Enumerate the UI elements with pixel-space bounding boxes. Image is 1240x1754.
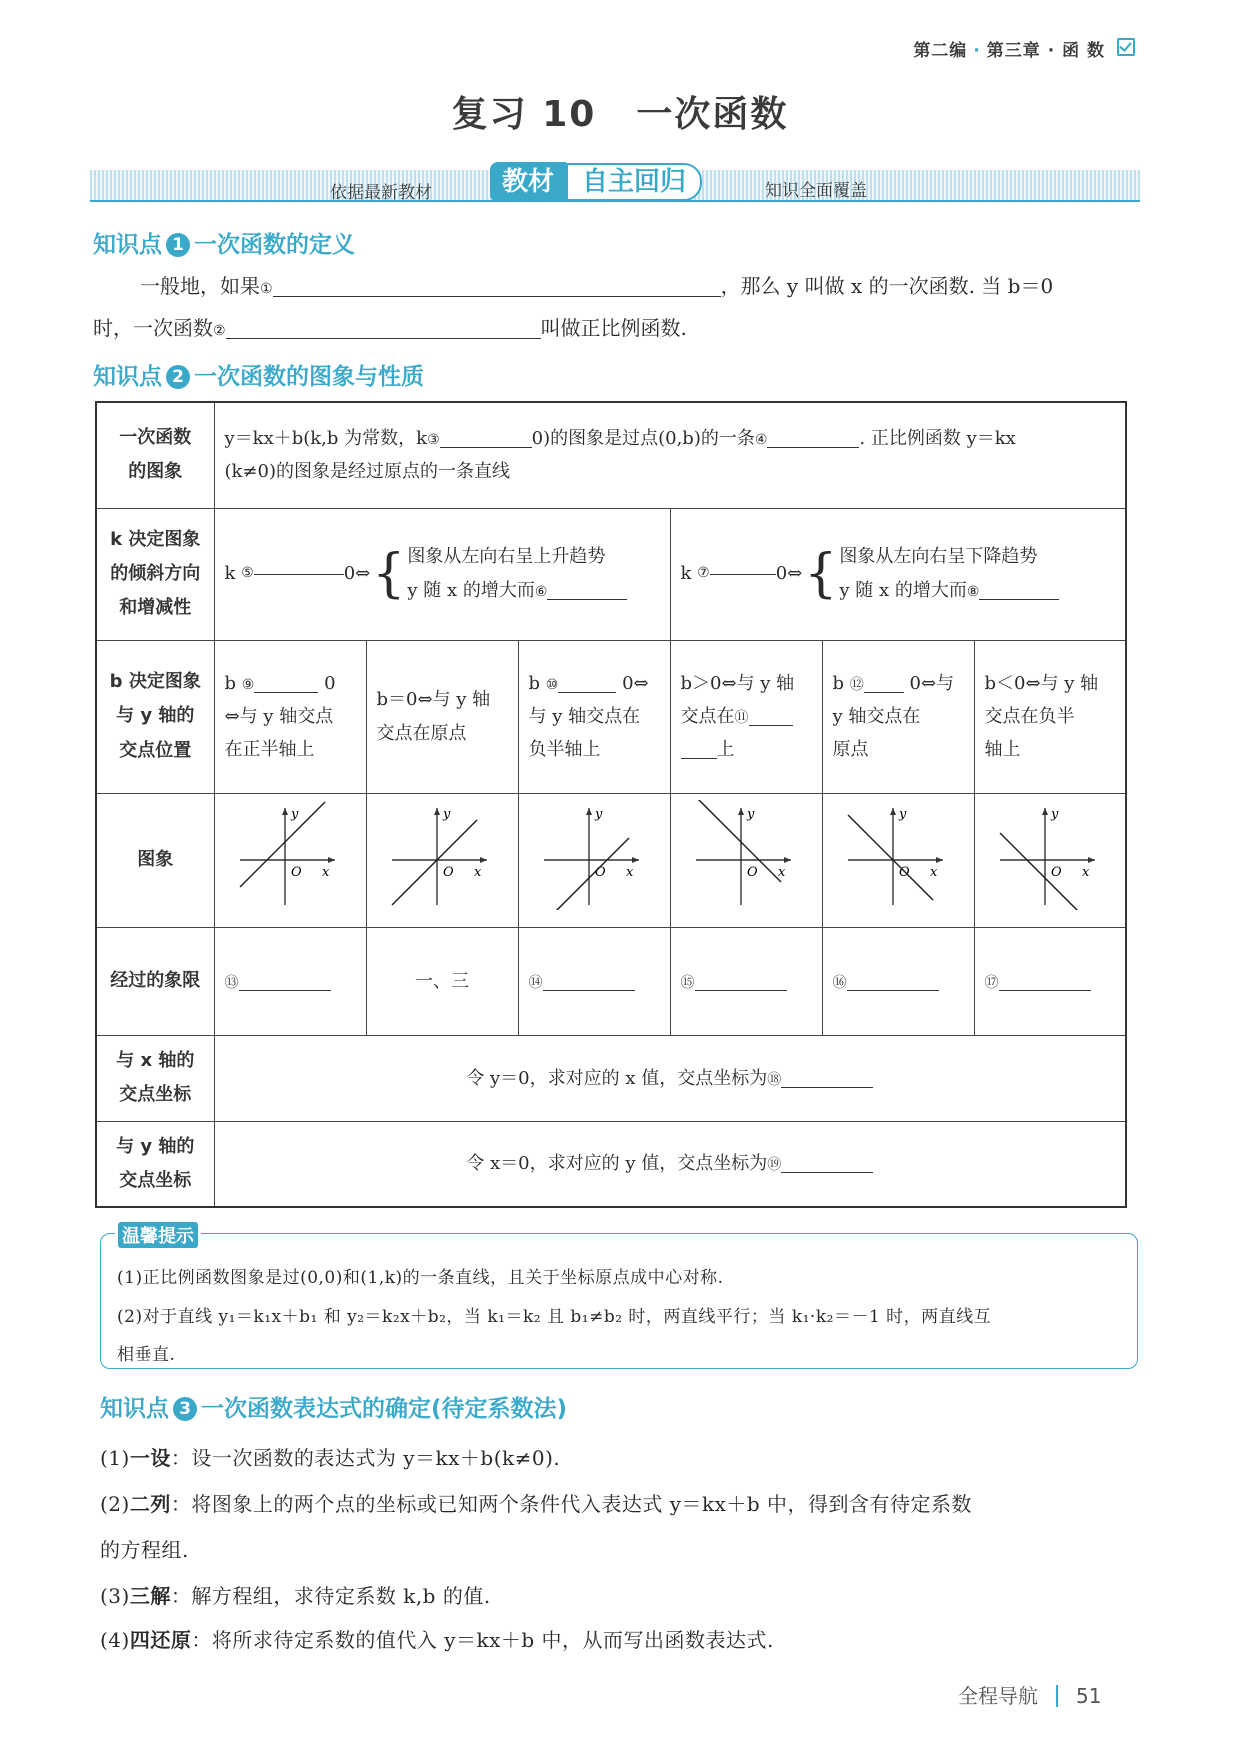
x-axis-label: x <box>778 864 786 880</box>
banner-right-text: 知识全面覆盖 <box>765 181 867 201</box>
y-arrow <box>738 808 744 815</box>
b-text: 上 <box>716 739 735 761</box>
blank-3[interactable] <box>440 447 532 448</box>
function-line <box>696 800 781 882</box>
x-intercept-text: 令 y＝0，求对应的 x 值，交点坐标为 <box>466 1067 768 1089</box>
blank-16[interactable] <box>847 990 939 991</box>
kp1-line1-post: ，那么 y 叫做 x 的一次函数. 当 b＝0 <box>720 274 1054 298</box>
blank-18[interactable] <box>781 1087 873 1088</box>
kp2-label: 知识点 <box>93 364 162 390</box>
badge-part-b: 自主回归 <box>566 163 702 201</box>
row-head-graph <box>96 402 214 508</box>
b-cell-2 <box>366 640 518 793</box>
table-row <box>96 1035 1126 1121</box>
head-line: 与 y 轴的 <box>116 1135 195 1157</box>
k-symbol: k <box>680 563 692 585</box>
quadrant-cell-4 <box>670 927 822 1035</box>
blank-17-marker: ⑰ <box>984 974 999 991</box>
x-axis-label: x <box>930 864 938 880</box>
properties-table <box>95 401 1127 1208</box>
step-text: ：解方程组，求待定系数 k,b 的值. <box>170 1584 491 1608</box>
tip-label-text: 温馨提示 <box>118 1222 198 1248</box>
kp1-line2-post: 叫做正比例函数. <box>540 316 687 340</box>
blank-8-marker: ⑧ <box>966 584 980 600</box>
blank-10-marker: ⑩ <box>545 676 559 693</box>
badge-part-a: 教材 <box>490 162 566 202</box>
rising-text: 图象从左向右呈上升趋势 <box>407 545 606 567</box>
y-arrow <box>282 808 288 815</box>
x-arrow <box>328 857 335 863</box>
title-topic: 一次函数 <box>636 94 789 135</box>
blank-13-marker: ⑬ <box>224 974 239 991</box>
origin-label: O <box>899 864 910 880</box>
iff-symbol: 0⇔ <box>775 563 803 585</box>
b-text: b＞0⇔与 y 轴 <box>680 672 795 694</box>
step-2-line2: 的方程组. <box>100 1538 189 1562</box>
y-axis-label: y <box>291 806 299 822</box>
blank-18-marker: ⑱ <box>767 1071 782 1088</box>
function-line <box>392 820 477 905</box>
blank-4-marker: ④ <box>754 431 768 448</box>
step-4 <box>100 1624 774 1653</box>
origin-label: O <box>1050 864 1062 880</box>
table-row <box>96 1121 1126 1207</box>
blank-2[interactable] <box>226 338 541 339</box>
quadrant-cell-2: 一、三 <box>366 927 518 1035</box>
blank-5-marker: ⑤ <box>241 565 254 582</box>
head-line: 与 y 轴的 <box>116 705 195 727</box>
origin-label: O <box>747 864 758 880</box>
zero: 0⇔ <box>622 672 649 694</box>
y-axis-label: y <box>747 806 755 822</box>
header-topic: 函 数 <box>1062 41 1105 61</box>
head-line: 与 x 轴的 <box>116 1050 195 1072</box>
step-key: 三解 <box>129 1584 171 1608</box>
y-axis-label: y <box>1050 806 1059 822</box>
b-text: b＜0⇔与 y 轴 <box>984 672 1099 694</box>
left-brace: { <box>804 544 838 604</box>
page-number: 51 <box>1076 1684 1102 1708</box>
title-number: 复习 10 <box>451 94 597 135</box>
head-line: 交点位置 <box>119 739 192 761</box>
tip-label <box>115 1222 201 1248</box>
blank-9[interactable] <box>254 692 318 693</box>
b-cell-5 <box>822 640 974 793</box>
x-axis-label: x <box>322 864 330 880</box>
graph-description <box>214 402 1126 508</box>
blank-1[interactable] <box>273 296 721 297</box>
table-row <box>96 640 1126 793</box>
kp2-title: 一次函数的图象与性质 <box>194 364 424 390</box>
y-arrow <box>586 808 592 815</box>
head-line: k 决定图象 <box>110 528 201 550</box>
step-text: ：将所求待定系数的值代入 y＝kx＋b 中，从而写出函数表达式. <box>191 1628 774 1652</box>
quadrant-cell-1 <box>214 927 366 1035</box>
blank-12[interactable] <box>864 692 904 693</box>
head-line: 交点坐标 <box>119 1170 192 1192</box>
k-symbol: k <box>224 563 236 585</box>
tip-line-1: (1)正比例函数图象是过(0,0)和(1,k)的一条直线，且关于坐标原点成中心对称. <box>117 1268 724 1288</box>
head-line: 的图象 <box>128 461 183 483</box>
blank-17[interactable] <box>999 990 1091 991</box>
coordinate-sketch <box>990 800 1110 910</box>
blank-14[interactable] <box>543 990 635 991</box>
running-header: 第二编 · 第三章 · 函 数 <box>913 41 1105 61</box>
row-head-quadrants: 经过的象限 <box>96 927 214 1035</box>
blank-11[interactable] <box>749 725 793 726</box>
x-arrow <box>632 857 639 863</box>
table-row <box>96 927 1126 1035</box>
b-symbol: b <box>832 672 845 694</box>
b-text: 交点在负半 <box>984 705 1075 727</box>
y-arrow <box>1042 808 1048 815</box>
function-line <box>1000 833 1085 910</box>
b-cell-6 <box>974 640 1126 793</box>
row-head-k <box>96 508 214 640</box>
coordinate-sketch <box>534 800 654 910</box>
x-arrow <box>784 857 791 863</box>
blank-14-marker: ⑭ <box>528 974 543 991</box>
step-num: (3) <box>100 1584 130 1608</box>
head-line: 一次函数 <box>119 427 192 449</box>
table-row <box>96 793 1126 927</box>
row-head-x-intercept <box>96 1035 214 1121</box>
function-line <box>544 838 629 910</box>
k-positive-cell <box>214 508 670 640</box>
x-arrow <box>1088 857 1095 863</box>
head-line: 交点坐标 <box>119 1084 192 1106</box>
page-title <box>0 86 1240 137</box>
banner-left-text: 依据最新教材 <box>330 183 432 203</box>
x-axis-label: x <box>626 864 634 880</box>
blank-5[interactable] <box>254 574 344 575</box>
blank-3-marker: ③ <box>427 431 440 448</box>
kp1-line2 <box>93 312 687 341</box>
origin-label: O <box>443 864 454 880</box>
coordinate-sketch <box>686 800 806 910</box>
head-line: 的倾斜方向 <box>110 562 201 584</box>
head-line: b 决定图象 <box>109 671 201 693</box>
b-text: 交点在 <box>680 705 735 727</box>
blank-1-marker: ① <box>260 281 273 297</box>
head-line: 和增减性 <box>119 597 192 619</box>
blank-4[interactable] <box>767 447 859 448</box>
kp1-line1 <box>140 270 1053 299</box>
left-brace: { <box>372 544 406 604</box>
kp3-label: 知识点 <box>100 1396 169 1422</box>
header-chapter: 第三章 <box>986 41 1041 61</box>
function-line <box>848 815 933 900</box>
blank-7[interactable] <box>710 574 776 575</box>
b-text: y 轴交点在 <box>832 705 921 727</box>
b-text: 0⇔与 <box>909 672 955 694</box>
b-cell-4 <box>670 640 822 793</box>
kp1-title: 一次函数的定义 <box>194 232 355 258</box>
graph-k-pos-b-neg <box>518 793 670 927</box>
b-text: 在正半轴上 <box>224 739 315 761</box>
step-text: ：设一次函数的表达式为 y＝kx＋b(k≠0). <box>170 1446 561 1470</box>
k-negative-cell <box>670 508 1126 640</box>
iff-symbol: 0⇔ <box>343 563 371 585</box>
step-key: 四还原 <box>129 1628 192 1652</box>
step-key: 二列 <box>129 1492 171 1516</box>
y-arrow <box>434 808 440 815</box>
b-text: b＝0⇔与 y 轴 <box>376 689 491 711</box>
coordinate-sketch <box>230 800 350 910</box>
graph-k-pos-b-zero <box>366 793 518 927</box>
page-footer <box>958 1680 1101 1709</box>
kp3-title: 一次函数表达式的确定(待定系数法) <box>201 1396 568 1422</box>
blank-15-marker: ⑮ <box>680 974 695 991</box>
zero: 0 <box>324 672 336 694</box>
x-arrow <box>936 857 943 863</box>
kp1-line2-pre: 时，一次函数 <box>93 316 213 340</box>
x-axis-label: x <box>1081 864 1090 880</box>
row-head-b <box>96 640 214 793</box>
kp1-line1-pre: 一般地，如果 <box>140 274 260 298</box>
y-arrow <box>890 808 896 815</box>
b-text: 与 y 轴交点在 <box>528 705 641 727</box>
quadrant-cell-6 <box>974 927 1126 1035</box>
blank-2-marker: ② <box>213 323 226 339</box>
b-text: ⇔与 y 轴交点 <box>224 705 334 727</box>
blank-9-marker: ⑨ <box>241 676 255 693</box>
x-axis-label: x <box>474 864 482 880</box>
kp3-number: 3 <box>173 1397 197 1421</box>
kp2-number: 2 <box>166 365 190 389</box>
blank-11-cont[interactable] <box>681 758 717 759</box>
banner-badge <box>490 162 702 202</box>
b-text: 轴上 <box>984 739 1021 761</box>
b-text: 交点在原点 <box>376 722 467 744</box>
graph-k-pos-b-pos <box>214 793 366 927</box>
r1-line2: (k≠0)的图象是经过原点的一条直线 <box>224 461 510 483</box>
blank-13[interactable] <box>239 990 331 991</box>
blank-19-marker: ⑲ <box>767 1157 782 1174</box>
y-axis-label: y <box>595 806 603 822</box>
kp3-heading <box>100 1390 567 1423</box>
footer-brand: 全程导航 <box>958 1684 1038 1708</box>
y-axis-label: y <box>899 806 907 822</box>
kp1-label: 知识点 <box>93 232 162 258</box>
row-head-image: 图象 <box>96 793 214 927</box>
kp1-number: 1 <box>166 233 190 257</box>
blank-11-marker: ⑪ <box>734 709 749 726</box>
x-intercept-cell <box>214 1035 1126 1121</box>
tip-box <box>100 1233 1138 1369</box>
x-arrow <box>480 857 487 863</box>
step-num: (1) <box>100 1446 130 1470</box>
b-symbol: b <box>224 672 237 694</box>
blank-12-marker: ⑫ <box>849 676 864 693</box>
origin-label: O <box>291 864 302 880</box>
step-1 <box>100 1442 560 1471</box>
kp1-heading <box>93 226 355 259</box>
step-2 <box>100 1488 972 1517</box>
check-icon <box>1117 38 1135 56</box>
decrease-text: y 随 x 的增大而 <box>839 580 967 601</box>
blank-15[interactable] <box>695 990 787 991</box>
b-text: 负半轴上 <box>528 739 601 761</box>
y-intercept-cell <box>214 1121 1126 1207</box>
falling-text: 图象从左向右呈下降趋势 <box>839 545 1038 567</box>
step-num: (4) <box>100 1628 130 1652</box>
tip-line-3: 相垂直. <box>117 1345 176 1365</box>
y-axis-label: y <box>443 806 451 822</box>
blank-7-marker: ⑦ <box>697 565 710 582</box>
table-row <box>96 508 1126 640</box>
quadrant-cell-3 <box>518 927 670 1035</box>
graph-k-neg-b-neg <box>974 793 1126 927</box>
origin-label: O <box>595 864 606 880</box>
b-text: 原点 <box>832 739 869 761</box>
step-3 <box>100 1580 491 1609</box>
blank-10[interactable] <box>558 692 616 693</box>
row-head-y-intercept <box>96 1121 214 1207</box>
r1-post: . 正比例函数 y＝kx <box>859 427 1016 449</box>
blank-19[interactable] <box>781 1172 873 1173</box>
blank-8[interactable] <box>979 599 1059 600</box>
header-section: 第二编 <box>913 41 968 61</box>
quadrant-cell-5 <box>822 927 974 1035</box>
b-cell-1 <box>214 640 366 793</box>
step-key: 一设 <box>129 1446 171 1470</box>
step-num: (2) <box>100 1492 130 1516</box>
graph-k-neg-b-zero <box>822 793 974 927</box>
tip-line-2: (2)对于直线 y₁＝k₁x＋b₁ 和 y₂＝k₂x＋b₂，当 k₁＝k₂ 且 b₁≠b₂ 时，两直线平行；当 k₁·k₂＝－1 时，两直线互 <box>117 1307 992 1327</box>
blank-16-marker: ⑯ <box>832 974 847 991</box>
table-row <box>96 402 1126 508</box>
blank-6-marker: ⑥ <box>534 584 548 600</box>
kp2-heading <box>93 358 424 391</box>
b-symbol: b <box>528 672 541 694</box>
r1-pre: y＝kx＋b(k,b 为常数，k <box>224 427 428 449</box>
blank-6[interactable] <box>547 599 627 600</box>
b-cell-3 <box>518 640 670 793</box>
coordinate-sketch <box>838 800 958 910</box>
step-text: ：将图象上的两个点的坐标或已知两个条件代入表达式 y＝kx＋b 中，得到含有待定系数 <box>170 1492 973 1516</box>
increase-text: y 随 x 的增大而 <box>407 580 535 601</box>
y-intercept-text: 令 x＝0，求对应的 y 值，交点坐标为 <box>466 1153 768 1175</box>
graph-k-neg-b-pos <box>670 793 822 927</box>
r1-mid: 0)的图象是过点(0,b)的一条 <box>531 427 755 449</box>
coordinate-sketch <box>382 800 502 910</box>
